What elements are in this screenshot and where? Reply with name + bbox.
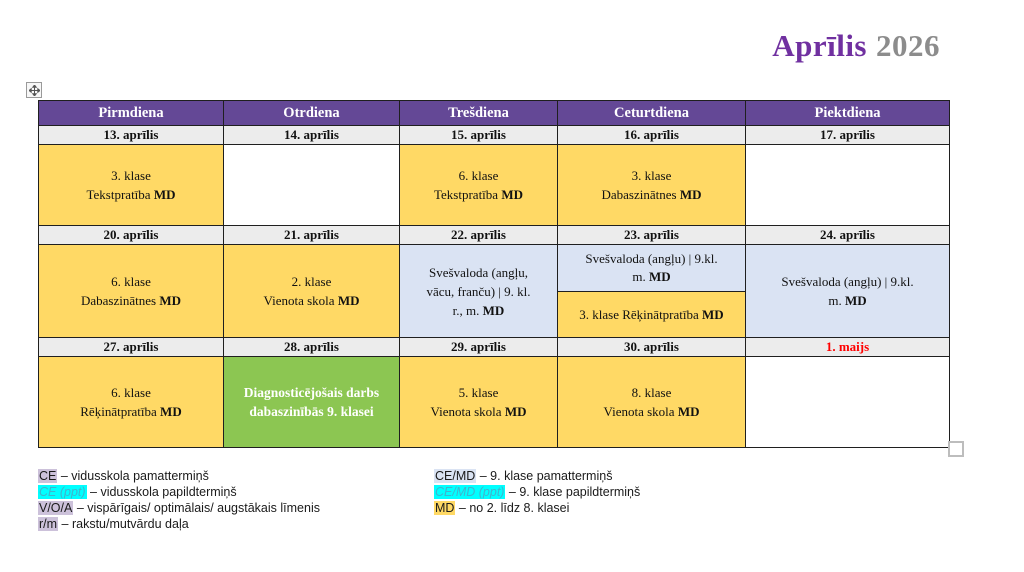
date-cell: 22. aprīlis <box>399 226 557 244</box>
weekday-header: Ceturtdiena <box>557 101 745 125</box>
cell-text: dabaszinībās 9. klasei <box>249 404 374 419</box>
cell-text-line <box>87 185 176 204</box>
cell-text-line <box>111 272 151 291</box>
date-row <box>39 337 949 356</box>
exam-type-code: MD <box>501 187 523 202</box>
exam-type-code: MD <box>482 302 505 318</box>
date-cell: 14. aprīlis <box>223 126 399 144</box>
exam-type-code: MD <box>844 293 867 308</box>
date-cell: 1. maijs <box>745 338 949 356</box>
legend-key: CE/MD <box>435 469 476 483</box>
cell-text: m. <box>828 293 845 308</box>
cell-text-line <box>80 402 181 421</box>
cell-text-line <box>264 291 360 310</box>
weekday-header: Piektdiena <box>745 101 949 125</box>
calendar-cell <box>39 357 223 447</box>
exam-type-code: MD <box>679 187 702 202</box>
cell-text: 5. klase <box>458 385 499 400</box>
date-cell: 13. aprīlis <box>39 126 223 144</box>
calendar-subcell <box>558 245 745 292</box>
date-cell: 28. aprīlis <box>223 338 399 356</box>
date-cell: 27. aprīlis <box>39 338 223 356</box>
exam-type-code: MD <box>160 404 182 419</box>
date-cell: 16. aprīlis <box>557 126 745 144</box>
legend-description: – vispārīgais/ optimālais/ augstākais līmenis <box>73 501 320 515</box>
legend-item <box>38 500 320 516</box>
content-row <box>39 244 949 337</box>
calendar-cell <box>399 357 557 447</box>
cell-text-line <box>81 291 181 310</box>
calendar-cell <box>223 145 399 225</box>
cell-text-line <box>579 306 723 324</box>
date-cell: 15. aprīlis <box>399 126 557 144</box>
exam-type-code: MD <box>648 269 671 284</box>
cell-text-line <box>431 402 527 421</box>
cell-text: 3. klase <box>631 168 672 183</box>
calendar-cell <box>399 145 557 225</box>
legend-description: – vidusskola pamattermiņš <box>57 469 209 483</box>
table-resize-handle[interactable] <box>948 441 964 457</box>
cell-text-line <box>828 291 866 310</box>
legend-key: CE/MD (ppt) <box>435 485 505 499</box>
weekday-header: Pirmdiena <box>39 101 223 125</box>
calendar-cell <box>745 245 949 337</box>
cell-text: Vienota skola <box>263 293 338 308</box>
calendar-cell <box>399 245 557 337</box>
cell-text-line <box>632 383 672 402</box>
cell-text: Diagnosticējošais darbs <box>243 385 380 400</box>
cell-text: vācu, franču) | 9. kl. <box>426 283 531 299</box>
date-cell: 20. aprīlis <box>39 226 223 244</box>
exam-type-code: MD <box>677 404 700 419</box>
calendar-cell <box>557 245 745 337</box>
date-cell: 29. aprīlis <box>399 338 557 356</box>
cell-text: 2. klase <box>291 274 332 289</box>
cell-text: 3. klase Rēķinātpratība <box>579 306 703 322</box>
cell-text: 8. klase <box>631 385 672 400</box>
cell-text: Svešvaloda (angļu, <box>429 264 528 280</box>
page-title <box>772 28 940 64</box>
cell-text: Tekstpratība <box>86 187 154 202</box>
cell-text-line <box>292 272 332 291</box>
cell-text-line <box>459 166 499 185</box>
legend-item <box>38 516 320 532</box>
calendar-subcell <box>558 292 745 337</box>
cell-text-line <box>111 166 151 185</box>
weekday-header: Trešdiena <box>399 101 557 125</box>
legend-description: – no 2. līdz 8. klasei <box>455 501 570 515</box>
cell-text-line <box>601 185 701 204</box>
cell-text: Dabaszinātnes <box>601 187 680 202</box>
cell-text: Vienota skola <box>430 404 505 419</box>
cell-text-line <box>111 383 151 402</box>
table-move-handle[interactable] <box>26 82 42 98</box>
legend-description: – 9. klase pamattermiņš <box>476 469 613 483</box>
legend-description: – vidusskola papildtermiņš <box>86 485 237 499</box>
date-row <box>39 225 949 244</box>
legend-key: r/m <box>39 517 58 531</box>
cell-text-line <box>244 383 379 402</box>
calendar-table <box>38 100 950 448</box>
weekday-header-row <box>39 101 949 125</box>
cell-text: Dabaszinātnes <box>80 293 160 308</box>
legend-right <box>434 468 640 516</box>
date-cell: 23. aprīlis <box>557 226 745 244</box>
legend-item <box>434 484 640 500</box>
weekday-header: Otrdiena <box>223 101 399 125</box>
calendar-cell <box>223 245 399 337</box>
legend-description: – 9. klase papildtermiņš <box>505 485 641 499</box>
exam-type-code: MD <box>159 293 181 308</box>
content-row <box>39 356 949 447</box>
exam-type-code: MD <box>337 293 360 308</box>
legend-key: CE (ppt) <box>39 485 86 499</box>
legend-item <box>434 500 640 516</box>
cell-text: 6. klase <box>111 274 151 289</box>
calendar-cell <box>745 145 949 225</box>
calendar-cell <box>39 245 223 337</box>
date-row <box>39 125 949 144</box>
move-arrows-icon <box>29 85 40 96</box>
exam-type-code: MD <box>702 306 724 322</box>
cell-text: Rēķinātpratība <box>80 404 161 419</box>
date-cell: 17. aprīlis <box>745 126 949 144</box>
calendar-cell <box>557 145 745 225</box>
legend-key: CE <box>39 469 57 483</box>
cell-text-line <box>632 268 670 286</box>
cell-text: r., m. <box>452 302 483 318</box>
cell-text-line <box>632 166 672 185</box>
cell-text: 3. klase <box>111 168 151 183</box>
cell-text-line <box>585 250 717 268</box>
legend-description: – rakstu/mutvārdu daļa <box>58 517 189 531</box>
title-month: Aprīlis <box>772 28 867 63</box>
date-cell: 30. aprīlis <box>557 338 745 356</box>
legend-key: V/O/A <box>39 501 73 515</box>
cell-text: Tekstpratība <box>434 187 502 202</box>
cell-text: Vienota skola <box>603 404 678 419</box>
title-year: 2026 <box>876 28 940 63</box>
cell-text: Svešvaloda (angļu) | 9.kl. <box>781 274 914 289</box>
cell-text: m. <box>632 269 649 284</box>
cell-text-line <box>453 301 505 320</box>
content-row <box>39 144 949 225</box>
date-cell: 21. aprīlis <box>223 226 399 244</box>
cell-text-line <box>426 282 530 301</box>
cell-text-line <box>781 272 913 291</box>
calendar-cell <box>223 357 399 447</box>
date-cell: 24. aprīlis <box>745 226 949 244</box>
cell-text-line <box>459 383 499 402</box>
legend-left <box>38 468 320 532</box>
calendar-cell <box>557 357 745 447</box>
cell-text-line <box>429 263 528 282</box>
legend-item <box>38 484 320 500</box>
cell-text: 6. klase <box>111 385 151 400</box>
cell-text-line <box>434 185 523 204</box>
calendar-cell <box>39 145 223 225</box>
legend-key: MD <box>435 501 455 515</box>
exam-type-code: MD <box>153 187 176 202</box>
calendar-cell <box>745 357 949 447</box>
cell-text-line <box>604 402 700 421</box>
legend-item <box>434 468 640 484</box>
exam-type-code: MD <box>504 404 527 419</box>
legend-item <box>38 468 320 484</box>
cell-text: 6. klase <box>458 168 499 183</box>
cell-text: Svešvaloda (angļu) | 9.kl. <box>585 251 718 266</box>
cell-text-line <box>249 402 373 421</box>
